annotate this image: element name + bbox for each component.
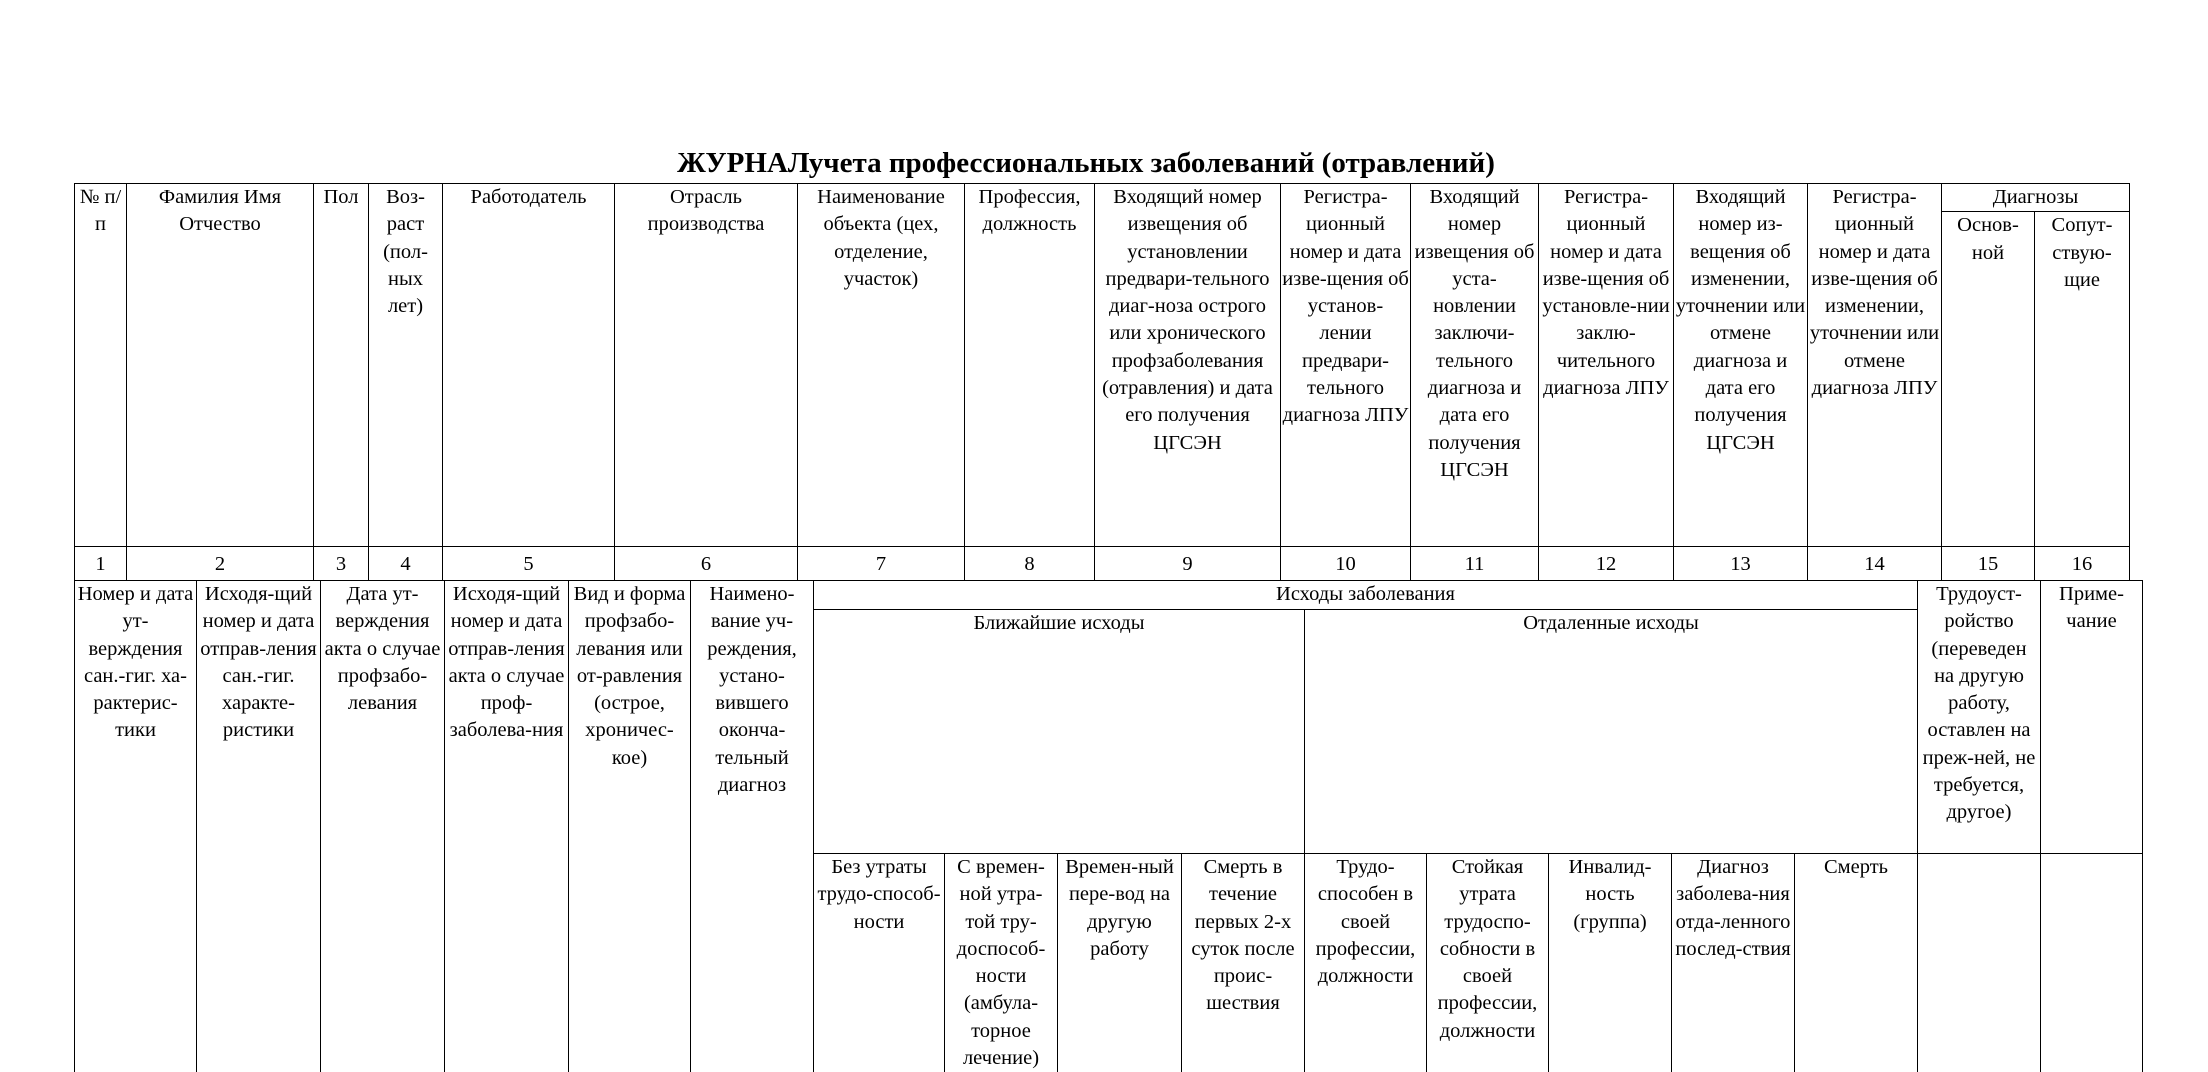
header-cell-final-notice-lpu: Регистра-ционный номер и дата изве-щения об установле-нии заклю-чительного диагноза ЛПУ [1539, 184, 1674, 547]
column-number: 16 [2035, 547, 2130, 581]
journal-outcomes-table [74, 580, 2143, 1072]
header-cell-remote-disability: Инвалид-ность (группа) [1549, 854, 1672, 1072]
header-cell-diagnosis-accompanying: Сопут-ствую-щие [2035, 212, 2130, 547]
column-number: 14 [1808, 547, 1942, 581]
header-cell-prelim-notice-lpu: Регистра-ционный номер и дата изве-щения об установ-лении предвари-тельного диагноза ЛПУ [1281, 184, 1411, 547]
header-cell-sanhyg-dispatch: Исходя-щий номер и дата отправ-ления сан.-гиг. характе-ристики [197, 581, 321, 1072]
header-cell-change-notice-lpu: Регистра-ционный номер и дата изве-щения об изменении, уточнении или отмене диагноза ЛПУ [1808, 184, 1942, 547]
header-cell-full-name: Фамилия Имя Отчество [127, 184, 314, 547]
column-number: 4 [369, 547, 443, 581]
header-cell-diagnosis-main: Основ-ной [1942, 212, 2035, 547]
column-number: 5 [443, 547, 615, 581]
header-cell-near-temporary-transfer: Времен-ный пере-вод на другую работу [1058, 854, 1182, 1072]
header-cell-number: № п/п [75, 184, 127, 547]
header-cell-employer: Работодатель [443, 184, 615, 547]
header-cell-outcomes: Исходы заболевания [814, 581, 1918, 610]
header-cell-near-no-loss: Без утраты трудо-способ-ности [814, 854, 945, 1072]
header-cell-industry: Отрасль производства [615, 184, 798, 547]
header-cell-remote-permanent-loss: Стойкая утрата трудоспо-собности в своей профессии, должности [1427, 854, 1549, 1072]
header-cell-remote-outcomes: Отдаленные исходы [1305, 610, 1918, 854]
header-cell-diagnosing-institution: Наимено-вание уч-реждения, устано-вившего оконча-тельный диагноз [691, 581, 814, 1072]
empty-cell [1918, 854, 2041, 1072]
column-number: 3 [314, 547, 369, 581]
header-cell-near-temporary-loss: С времен-ной утра-той тру-доспособ-ности (амбула-торное лечение) [945, 854, 1058, 1072]
page-title: ЖУРНАЛучета профессиональных заболеваний (отравлений) [74, 146, 2098, 180]
header-cell-near-outcomes: Ближайшие исходы [814, 610, 1305, 854]
header-cell-near-death: Смерть в течение первых 2-х суток после проис-шествия [1182, 854, 1305, 1072]
column-number: 6 [615, 547, 798, 581]
column-number: 12 [1539, 547, 1674, 581]
column-number: 1 [75, 547, 127, 581]
header-cell-remote-able: Трудо-способен в своей профессии, должности [1305, 854, 1427, 1072]
column-number: 7 [798, 547, 965, 581]
header-cell-act-dispatch: Исходя-щий номер и дата отправ-ления акта о случае проф-заболева-ния [445, 581, 569, 1072]
column-number: 13 [1674, 547, 1808, 581]
empty-cell [2041, 854, 2143, 1072]
header-cell-sanhyg-approval: Номер и дата ут-верждения сан.-гиг. ха-рактерис-тики [75, 581, 197, 1072]
column-number: 15 [1942, 547, 2035, 581]
column-number: 11 [1411, 547, 1539, 581]
header-cell-remote-diagnosis: Диагноз заболева-ния отда-ленного послед-ствия [1672, 854, 1795, 1072]
header-cell-remote-death: Смерть [1795, 854, 1918, 1072]
header-cell-sex: Пол [314, 184, 369, 547]
column-number: 10 [1281, 547, 1411, 581]
header-cell-change-notice-cgsen: Входящий номер из-вещения об изменении, уточнении или отмене диагноза и дата его получения ЦГСЭН [1674, 184, 1808, 547]
header-cell-profession: Профессия, должность [965, 184, 1095, 547]
header-cell-final-notice-cgsen: Входящий номер извещения об уста-новлении заключи-тельного диагноза и дата его получения ЦГСЭН [1411, 184, 1539, 547]
header-cell-object: Наименование объекта (цех, отделение, участок) [798, 184, 965, 547]
column-number: 9 [1095, 547, 1281, 581]
header-cell-note: Приме-чание [2041, 581, 2143, 854]
header-cell-employment: Трудоуст-ройство (переведен на другую работу, оставлен на преж-ней, не требуется, другое) [1918, 581, 2041, 854]
column-number: 8 [965, 547, 1095, 581]
journal-header-table [74, 183, 2130, 581]
header-cell-disease-form: Вид и форма профзабо-левания или от-равления (острое, хроничес-кое) [569, 581, 691, 1072]
header-cell-prelim-notice-cgsen: Входящий номер извещения об установлении предвари-тельного диаг-ноза острого или хронического профзаболевания (отравления) и дата его получения ЦГСЭН [1095, 184, 1281, 547]
column-number: 2 [127, 547, 314, 581]
header-cell-act-approval-date: Дата ут-верждения акта о случае профзабо-левания [321, 581, 445, 1072]
header-cell-diagnoses: Диагнозы [1942, 184, 2130, 212]
header-cell-age: Воз-раст (пол-ных лет) [369, 184, 443, 547]
